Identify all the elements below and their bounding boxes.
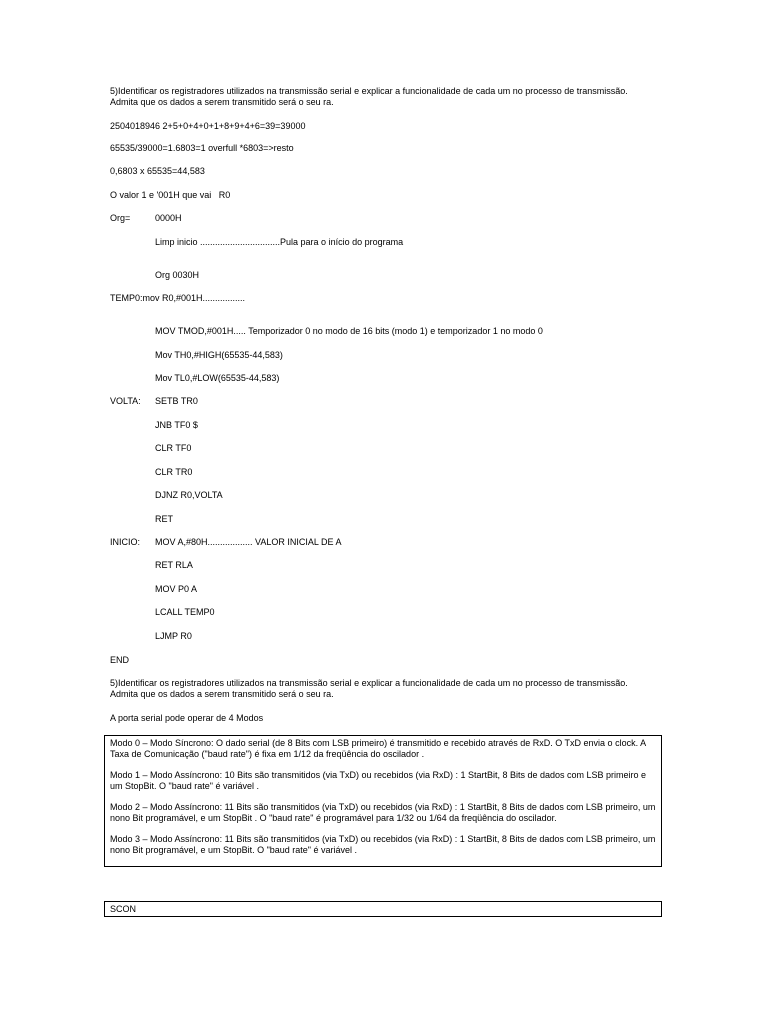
code-temp0: TEMP0:mov R0,#001H................. bbox=[110, 293, 246, 303]
scon-label: SCON bbox=[110, 904, 137, 914]
code-mov-tmod: MOV TMOD,#001H..... Temporizador 0 no modo de 16 bits (modo 1) e temporizador 1 no modo 0 bbox=[155, 326, 543, 336]
mode-0-text: Modo 0 – Modo Síncrono: O dado serial (de 8 Bits com LSB primeiro) é transmitido e recebido através de RxD. O TxD envia o clock. A Taxa de Comunicação ("baud rate") é fixa em 1/12 da freqüência do oscilador . bbox=[110, 738, 646, 759]
code-djnz: DJNZ R0,VOLTA bbox=[155, 490, 223, 500]
calc-line-1: 2504018946 2+5+0+4+0+1+8+9+4+6=39=39000 bbox=[110, 121, 306, 131]
question-5b-line-2: Admita que os dados a serem transmitido será o seu ra. bbox=[110, 689, 334, 699]
org-value: 0000H bbox=[155, 213, 182, 223]
code-end: END bbox=[110, 655, 130, 665]
code-clr-tf0: CLR TF0 bbox=[155, 443, 192, 453]
code-ret: RET bbox=[155, 514, 173, 524]
code-org-0030h: Org 0030H bbox=[155, 270, 200, 280]
serial-intro: A porta serial pode operar de 4 Modos bbox=[110, 713, 264, 723]
code-mov-p0: MOV P0 A bbox=[155, 584, 198, 594]
volta-label: VOLTA: bbox=[110, 396, 141, 406]
calc-line-4: O valor 1 e '001H que vai R0 bbox=[110, 190, 231, 200]
mode-3-text: Modo 3 – Modo Assíncrono: 11 Bits são transmitidos (via TxD) ou recebidos (via RxD) : 1 StartBit, 8 Bits de dados com LSB primeiro, um nono Bit programável, e um StopBit. O "baud rate" é variável . bbox=[110, 834, 656, 855]
inicio-label: INICIO: bbox=[110, 537, 141, 547]
calc-line-2: 65535/39000=1.6803=1 overfull *6803=>resto bbox=[110, 143, 294, 153]
code-clr-tr0: CLR TR0 bbox=[155, 467, 193, 477]
code-ret-rla: RET RLA bbox=[155, 560, 193, 570]
scon-box bbox=[104, 901, 662, 917]
question-5b-line-1: 5)Identificar os registradores utilizados na transmissão serial e explicar a funcionalidade de cada um no processo de transmissão. bbox=[110, 678, 628, 688]
question-5-line-2: Admita que os dados a serem transmitido será o seu ra. bbox=[110, 97, 334, 107]
code-jnb: JNB TF0 $ bbox=[155, 420, 198, 430]
code-setb: SETB TR0 bbox=[155, 396, 198, 406]
code-lcall: LCALL TEMP0 bbox=[155, 607, 215, 617]
code-mov-tl0: Mov TL0,#LOW(65535-44,583) bbox=[155, 373, 280, 383]
code-ljmp: LJMP R0 bbox=[155, 631, 192, 641]
org-label: Org= bbox=[110, 213, 131, 223]
code-mov-a: MOV A,#80H.................. VALOR INICIAL DE A bbox=[155, 537, 342, 547]
code-mov-th0: Mov TH0,#HIGH(65535-44,583) bbox=[155, 350, 283, 360]
calc-line-3: 0,6803 x 65535=44,583 bbox=[110, 166, 205, 176]
question-5-line-1: 5)Identificar os registradores utilizados na transmissão serial e explicar a funcionalidade de cada um no processo de transmissão. bbox=[110, 86, 628, 96]
code-limp: Limp inicio ................................Pula para o início do programa bbox=[155, 237, 404, 247]
mode-2-text: Modo 2 – Modo Assíncrono: 11 Bits são transmitidos (via TxD) ou recebidos (via RxD) : 1 StartBit, 8 Bits de dados com LSB primeiro, um nono Bit programável, e um StopBit . O "baud rate" é programável para 1/32 ou 1/64 da freqüência do oscilador. bbox=[110, 802, 656, 823]
serial-modes-box bbox=[104, 735, 662, 867]
mode-1-text: Modo 1 – Modo Assíncrono: 10 Bits são transmitidos (via TxD) ou recebidos (via RxD) : 1 StartBit, 8 Bits de dados com LSB primeiro e um StopBit. O "baud rate" é variável . bbox=[110, 770, 647, 791]
